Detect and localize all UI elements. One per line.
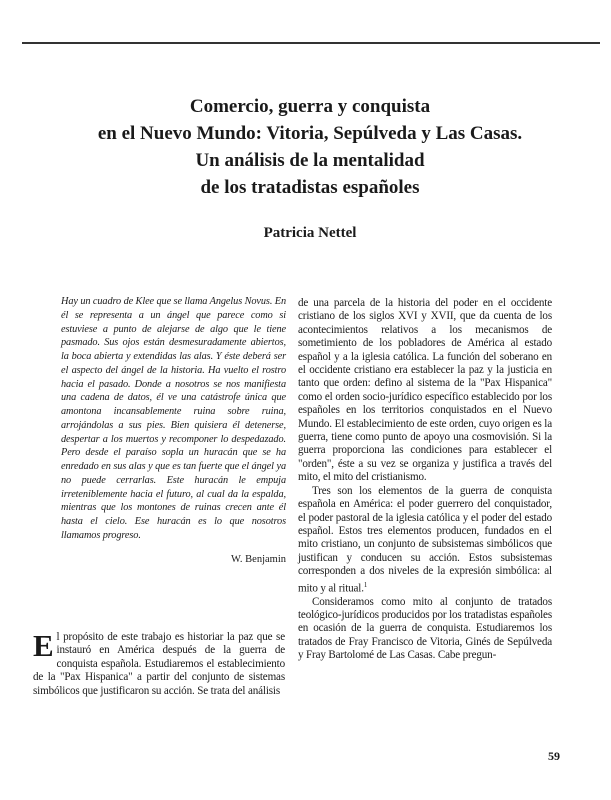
right-column (298, 297, 552, 663)
page-number: 59 (548, 749, 560, 763)
title-line-3: Un análisis de la mentalidad (195, 150, 425, 171)
title-line-1: Comercio, guerra y conquista (189, 96, 431, 117)
body-paragraph-1: de una parcela de la historia del poder en el occidente cristiano de los siglos XVI y XVII, que da cuenta de los acontecimientos relativos a los mecanismos de sometimiento de los pobladores de América al estado español y a la iglesia católica. La función del soberano en el occidente cristiano era establecer la paz y la justicia en tanto que orden: defino al sistema de la "Pax Hispanica" como el orden socio-jurídico específico establecido por los españoles en los territorios conquistados en el Nuevo Mundo. El establecimiento de este orden, cuyo origen es la guerra, tiene como punto de apoyo una cosmovisión. Si la guerra proporciona las condiciones para establecer el "orden", éste a su vez se organiza y justifica a través del mito, el mito del cristianismo. (298, 297, 552, 484)
left-column (61, 295, 286, 565)
author-name: Patricia Nettel (263, 225, 357, 241)
body-paragraph-3: Consideramos como mito al conjunto de tratados teológico-jurídicos producidos por los tratadistas españoles en ocasión de la guerra de conquista. Estudiaremos los tratados de Fray Francisco de Vitoria, Ginés de Sepúlveda y Fray Bartolomé de Las Casas. Cabe pregun- (298, 595, 552, 662)
intro-paragraph (33, 628, 285, 698)
epigraph-text: Hay un cuadro de Klee que se llama Angelus Novus. En él se representa a un ángel que parece como si estuviese a punto de alejarse de algo que le tiene pasmado. Sus ojos están desmesuradamente abiertos, la boca abierta y extendidas las alas. Y éste deberá ser el aspecto del ángel de la historia. Ha vuelto el rostro hacia el pasado. Donde a nosotros se nos manifiesta una cadena de datos, él ve una catástrofe única que amontona incansablemente ruina sobre ruina, arrojándolas a sus pies. Bien quisiera él detenerse, despertar a los muertos y recomponer lo despedazado. Pero desde el paraíso sopla un huracán que se ha enredado en sus alas y que es tan fuerte que el ángel ya no puede cerrarlas. Este huracán le empuja irreteniblemente hacia el futuro, al cual da la espalda, mientras que los montones de ruinas crecen ante él hasta el cielo. Ese huracán es lo que nosotros llamamos progreso. (61, 296, 287, 541)
body-paragraph-2-text: Tres son los elementos de la guerra de conquista española en América: el poder guerrero del conquistador, el poder pastoral de la iglesia católica y el poder del estado español. Estos tres elementos producen, fundados en el mito cristiano, un conjunto de subsistemas simbólicos que justifican y conducen su acción. Estos subsistemas corresponden a dos niveles de la expresión simbólica: al mito y al ritual. (298, 484, 552, 595)
drop-cap: E (33, 628, 54, 663)
article-title (70, 93, 550, 201)
epigraph-author: W. Benjamin (230, 553, 286, 565)
title-line-2: en el Nuevo Mundo: Vitoria, Sepúlveda y Las Casas. (97, 123, 523, 144)
body-paragraph-2 (298, 485, 552, 596)
header-rule (22, 42, 600, 44)
intro-text: l propósito de este trabajo es historiar la paz que se instauró en América después de la guerra de conquista española. Estudiaremos el establecimiento de la "Pax Hispanica" a partir del conjunto de sistemas simbólicos que justificaron su acción. Se trata del análisis (33, 631, 285, 697)
title-line-4: de los tratadistas españoles (200, 177, 420, 198)
footnote-marker: 1 (363, 580, 368, 589)
